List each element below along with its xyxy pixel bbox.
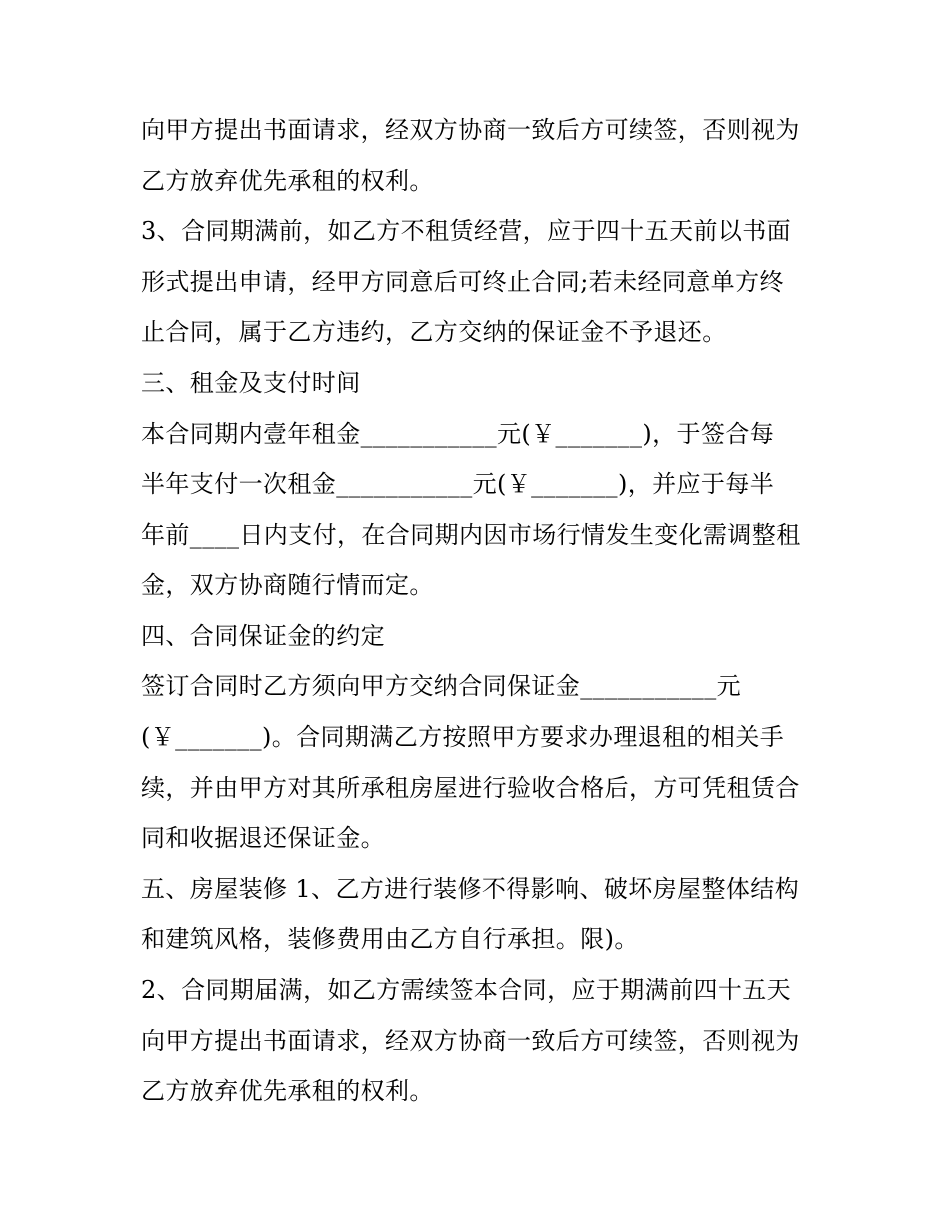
text-line: 本合同期内壹年租金___________元(￥_______)，于签合每 xyxy=(141,420,775,448)
text-line: 续，并由甲方对其所承租房屋进行验收合格后，方可凭租赁合 xyxy=(141,774,800,802)
text-line: 向甲方提出书面请求，经双方协商一致后方可续签，否则视为 xyxy=(141,116,800,144)
text-line: 2、合同期届满，如乙方需续签本合同，应于期满前四十五天 xyxy=(141,976,792,1004)
text-line: 乙方放弃优先承租的权利。 xyxy=(141,167,434,195)
text-line: 形式提出申请，经甲方同意后可终止合同;若未经同意单方终 xyxy=(141,268,784,296)
text-line: 3、合同期满前，如乙方不租赁经营，应于四十五天前以书面 xyxy=(141,217,792,245)
section-heading: 四、合同保证金的约定 xyxy=(141,622,385,650)
text-line: (￥_______)。合同期满乙方按照甲方要求办理退租的相关手 xyxy=(141,723,785,751)
section-heading: 三、租金及支付时间 xyxy=(141,369,361,397)
text-line: 同和收据退还保证金。 xyxy=(141,824,385,852)
text-line: 半年支付一次租金___________元(￥_______)，并应于每半 xyxy=(141,470,775,498)
text-line: 向甲方提出书面请求，经双方协商一致后方可续签，否则视为 xyxy=(141,1027,800,1055)
text-line: 金，双方协商随行情而定。 xyxy=(141,571,434,599)
text-line: 年前____日内支付，在合同期内因市场行情发生变化需调整租 xyxy=(141,521,801,549)
text-line: 签订合同时乙方须向甲方交纳合同保证金___________元 xyxy=(141,672,741,700)
text-line: 乙方放弃优先承租的权利。 xyxy=(141,1077,434,1105)
text-line: 和建筑风格，装修费用由乙方自行承担。限)。 xyxy=(141,925,639,953)
section-heading: 五、房屋装修 1、乙方进行装修不得影响、破坏房屋整体结构 xyxy=(141,875,800,903)
text-line: 止合同，属于乙方违约，乙方交纳的保证金不予退还。 xyxy=(141,318,727,346)
